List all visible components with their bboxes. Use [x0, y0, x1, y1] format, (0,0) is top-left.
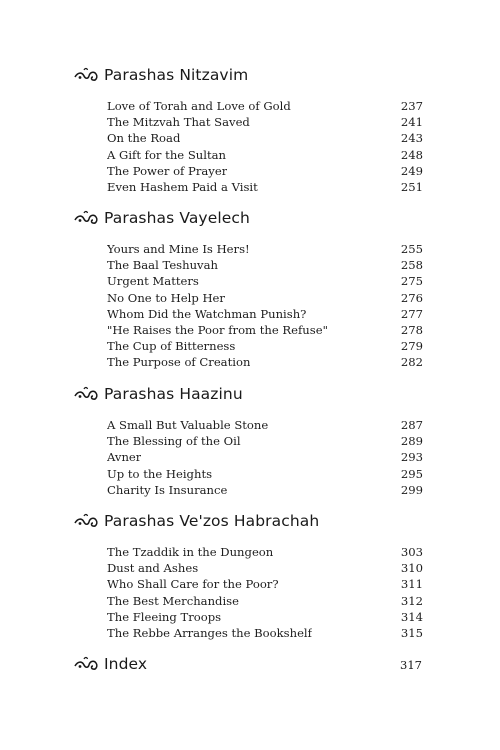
entry-page-number: 293 — [400, 450, 423, 465]
entry-title: Who Shall Care for the Poor? — [107, 577, 279, 592]
entry-title: The Mitzvah That Saved — [107, 115, 250, 130]
entry-page-number: 249 — [400, 163, 423, 178]
entry-page-number: 312 — [400, 593, 423, 608]
entry-page-number: 278 — [400, 322, 423, 337]
list-item[interactable] — [107, 147, 423, 163]
list-item[interactable] — [107, 433, 423, 449]
list-item[interactable] — [107, 544, 423, 560]
section-title: Parashas Ve'zos Habrachah — [104, 512, 320, 530]
entry-title: The Best Merchandise — [107, 593, 239, 608]
entry-title: A Gift for the Sultan — [107, 147, 226, 162]
entry-page-number: 248 — [400, 147, 423, 162]
entry-page-number: 237 — [400, 99, 423, 113]
list-item[interactable] — [107, 114, 423, 130]
list-item[interactable] — [107, 417, 423, 433]
entry-list-vayelech — [107, 241, 423, 371]
entry-title: Up to the Heights — [107, 466, 213, 481]
list-item[interactable] — [107, 257, 423, 273]
index-title: Index — [104, 655, 148, 673]
section-title: Parashas Vayelech — [104, 209, 250, 227]
entry-page-number: 241 — [400, 115, 423, 130]
entry-page-number: 277 — [400, 306, 423, 321]
scroll-ornament-icon — [74, 655, 100, 673]
list-item[interactable] — [107, 354, 423, 370]
section-heading-vayelech[interactable] — [74, 206, 434, 230]
entry-title: The Blessing of the Oil — [107, 434, 241, 449]
section-title: Parashas Nitzavim — [104, 66, 249, 84]
entry-title: The Tzaddik in the Dungeon — [107, 545, 274, 559]
entry-title: Urgent Matters — [107, 274, 199, 289]
scroll-ornament-icon — [74, 209, 100, 227]
list-item[interactable] — [107, 306, 423, 322]
entry-title: A Small But Valuable Stone — [107, 418, 269, 432]
scroll-ornament-icon — [74, 512, 100, 530]
scroll-ornament-icon — [74, 66, 100, 84]
entry-title: Even Hashem Paid a Visit — [107, 179, 258, 194]
entry-page-number: 275 — [400, 274, 423, 289]
entry-page-number: 310 — [400, 561, 423, 576]
entry-page-number: 315 — [400, 625, 423, 640]
entry-page-number: 303 — [400, 545, 423, 559]
entry-page-number: 289 — [400, 434, 423, 449]
entry-title: The Cup of Bitterness — [107, 339, 236, 354]
section-heading-nitzavim[interactable] — [74, 63, 434, 87]
entry-title: Love of Torah and Love of Gold — [107, 99, 291, 113]
entry-page-number: 279 — [400, 339, 423, 354]
entry-page-number: 299 — [400, 482, 423, 497]
entry-title: The Rebbe Arranges the Bookshelf — [107, 625, 312, 640]
entry-title: Whom Did the Watchman Punish? — [107, 306, 307, 321]
section-heading-vezos-habrachah[interactable] — [74, 509, 434, 533]
entry-title: The Baal Teshuvah — [107, 258, 218, 273]
entry-title: The Fleeing Troops — [107, 609, 222, 624]
list-item[interactable] — [107, 273, 423, 289]
list-item[interactable] — [107, 609, 423, 625]
entry-title: The Purpose of Creation — [107, 355, 251, 370]
index-page-number: 317 — [400, 658, 422, 672]
list-item[interactable] — [107, 625, 423, 641]
entry-title: No One to Help Her — [107, 290, 225, 305]
entry-page-number: 276 — [400, 290, 423, 305]
entry-list-vezos-habrachah — [107, 544, 423, 641]
list-item[interactable] — [107, 179, 423, 195]
entry-page-number: 314 — [400, 609, 423, 624]
list-item[interactable] — [107, 482, 423, 498]
list-item[interactable] — [107, 576, 423, 592]
entry-title: Dust and Ashes — [107, 561, 199, 576]
entry-title: Yours and Mine Is Hers! — [107, 242, 250, 256]
list-item[interactable] — [107, 449, 423, 465]
entry-title: "He Raises the Poor from the Refuse" — [107, 322, 328, 337]
entry-page-number: 282 — [400, 355, 423, 370]
list-item[interactable] — [107, 241, 423, 257]
entry-list-haazinu — [107, 417, 423, 498]
list-item[interactable] — [107, 560, 423, 576]
entry-page-number: 251 — [400, 179, 423, 194]
list-item[interactable] — [107, 593, 423, 609]
entry-page-number: 255 — [400, 242, 423, 256]
list-item[interactable] — [107, 290, 423, 306]
section-title: Parashas Haazinu — [104, 385, 243, 403]
entry-list-nitzavim — [107, 98, 423, 195]
entry-page-number: 311 — [400, 577, 423, 592]
list-item[interactable] — [107, 130, 423, 146]
entry-title: The Power of Prayer — [107, 163, 228, 178]
entry-page-number: 287 — [400, 418, 423, 432]
entry-page-number: 295 — [400, 466, 423, 481]
entry-title: Avner — [107, 450, 142, 465]
section-heading-haazinu[interactable] — [74, 382, 434, 406]
list-item[interactable] — [107, 163, 423, 179]
entry-title: Charity Is Insurance — [107, 482, 228, 497]
scroll-ornament-icon — [74, 385, 100, 403]
list-item[interactable] — [107, 338, 423, 354]
list-item[interactable] — [107, 322, 423, 338]
entry-title: On the Road — [107, 131, 181, 146]
entry-page-number: 243 — [400, 131, 423, 146]
entry-page-number: 258 — [400, 258, 423, 273]
list-item[interactable] — [107, 466, 423, 482]
list-item[interactable] — [107, 98, 423, 114]
